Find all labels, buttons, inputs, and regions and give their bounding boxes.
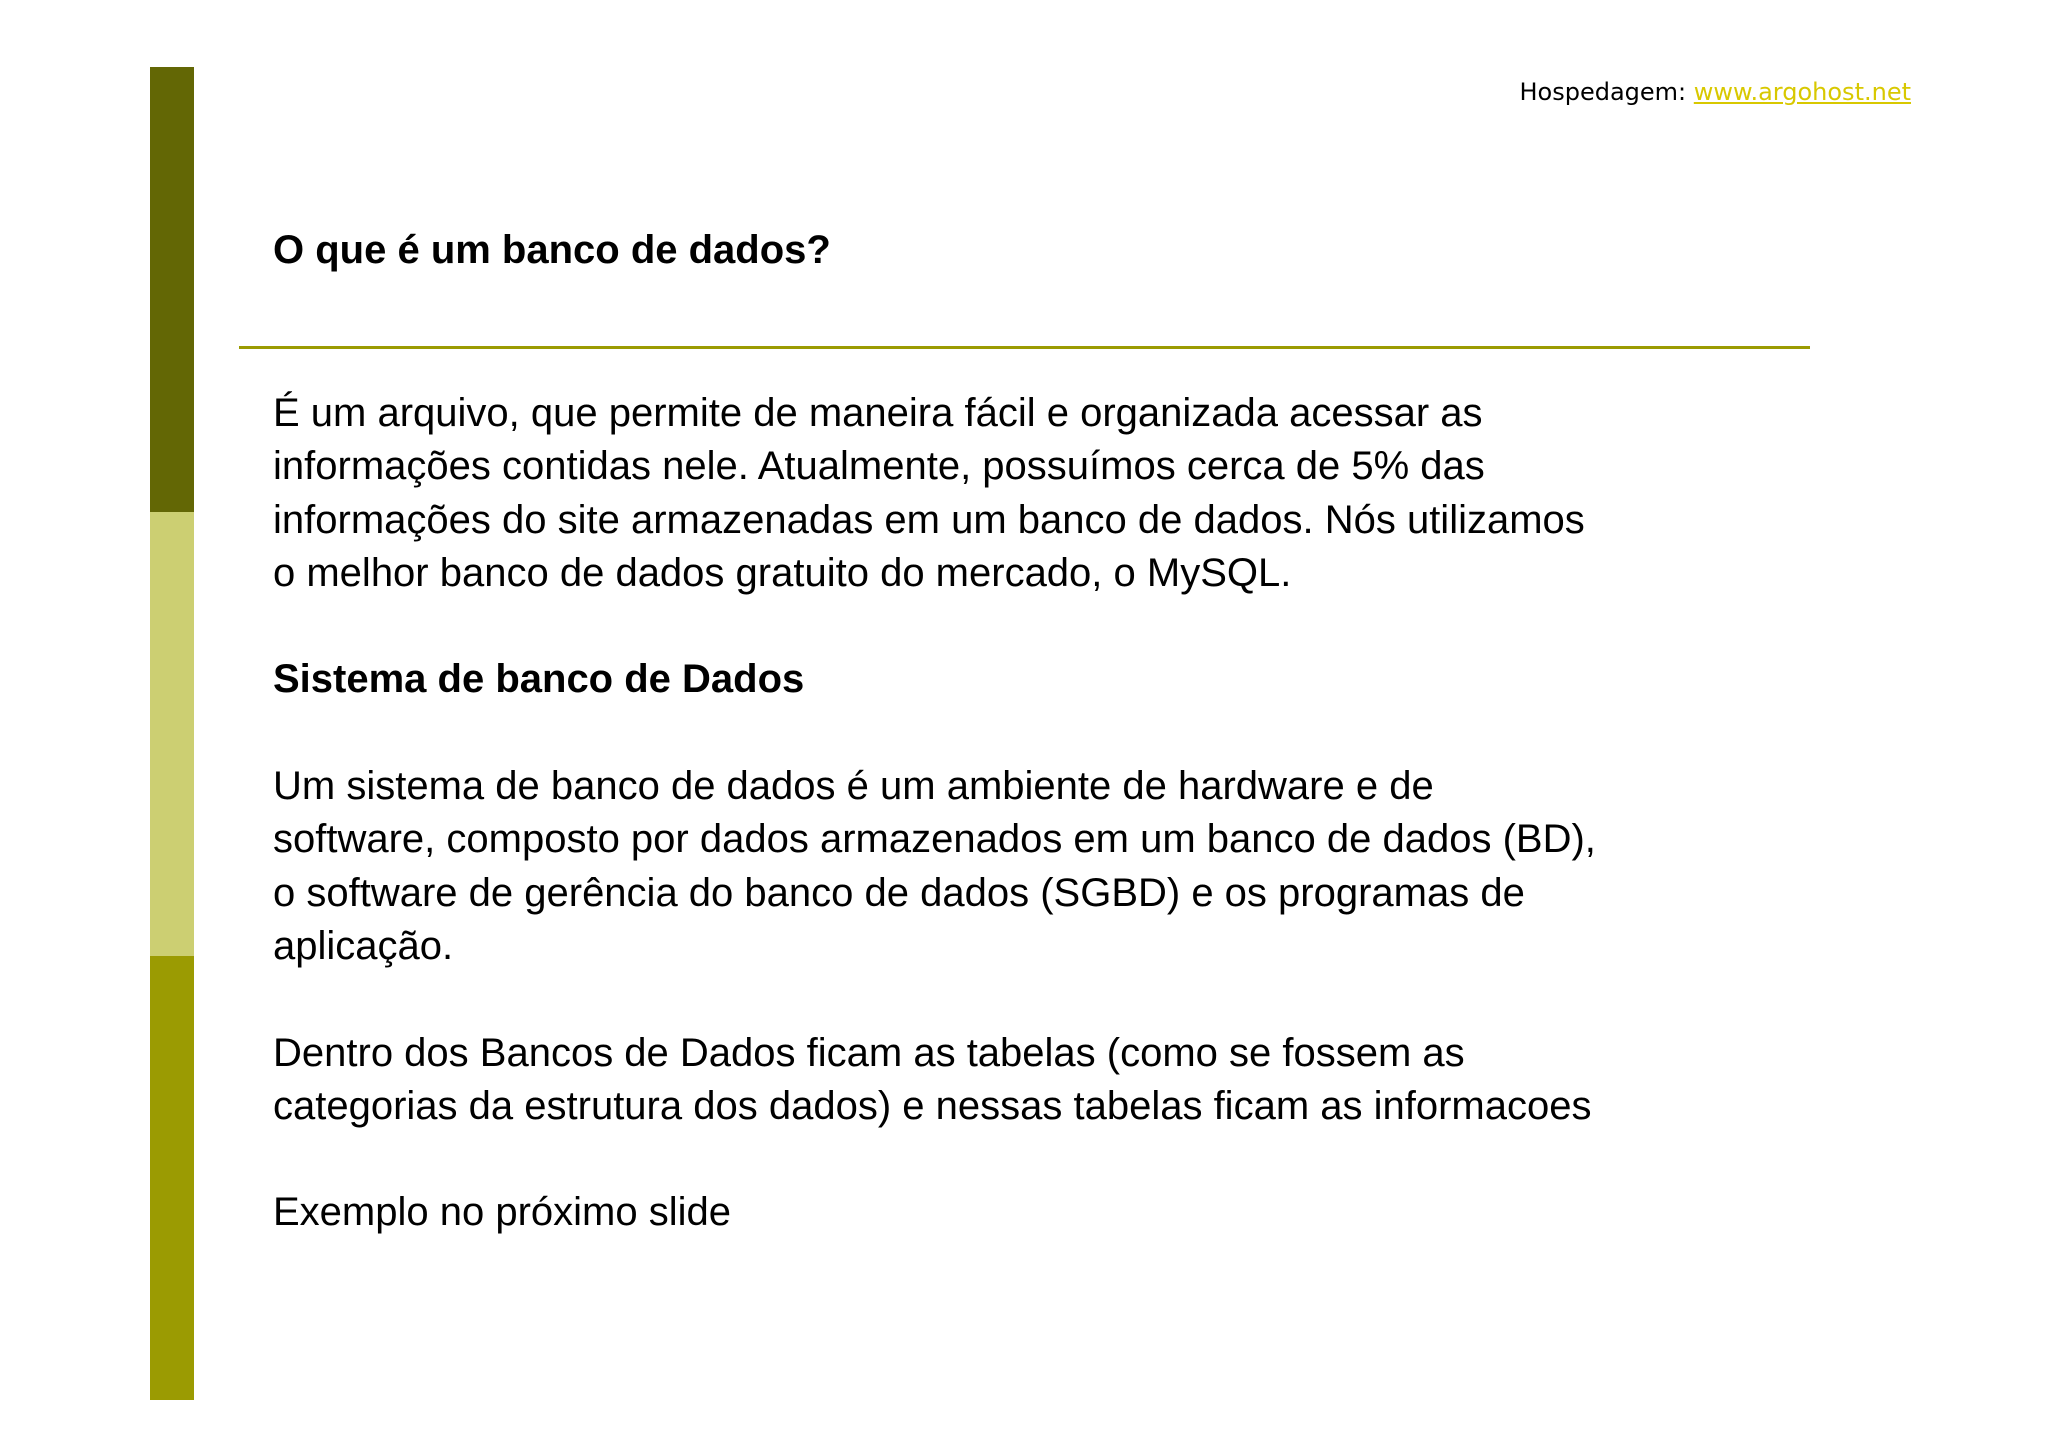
text-line: aplicação. <box>273 923 454 968</box>
slide-content <box>273 387 1773 1240</box>
text-line: informações do site armazenadas em um banco de dados. Nós utilizamos <box>273 497 1585 542</box>
paragraph-tables <box>273 1027 1773 1134</box>
side-bar-segment-olive <box>150 956 194 1400</box>
spacer <box>273 600 1773 653</box>
title-divider <box>239 346 1810 349</box>
hosting-link[interactable]: www.argohost.net <box>1693 78 1911 106</box>
text-line: Dentro dos Bancos de Dados ficam as tabelas (como se fossem as <box>273 1030 1465 1075</box>
text-line: software, composto por dados armazenados em um banco de dados (BD), <box>273 817 1596 862</box>
text-line: Um sistema de banco de dados é um ambiente de hardware e de <box>273 764 1434 809</box>
spacer <box>273 1133 1773 1186</box>
text-line: categorias da estrutura dos dados) e nessas tabelas ficam as informacoes <box>273 1083 1592 1128</box>
paragraph-intro <box>273 387 1773 600</box>
slide-title: O que é um banco de dados? <box>273 228 831 272</box>
text-line: o software de gerência do banco de dados (SGBD) e os programas de <box>273 870 1525 915</box>
spacer <box>273 707 1773 760</box>
side-decoration-bar <box>150 67 194 1400</box>
paragraph-next-slide: Exemplo no próximo slide <box>273 1190 731 1235</box>
paragraph-system <box>273 760 1773 973</box>
hosting-note <box>1520 76 1912 108</box>
text-line: informações contidas nele. Atualmente, possuímos cerca de 5% das <box>273 444 1485 489</box>
side-bar-segment-light <box>150 512 194 956</box>
section-subheading: Sistema de banco de Dados <box>273 657 805 702</box>
spacer <box>273 973 1773 1026</box>
text-line: É um arquivo, que permite de maneira fácil e organizada acessar as <box>273 391 1483 435</box>
text-line: o melhor banco de dados gratuito do mercado, o MySQL. <box>273 550 1292 595</box>
side-bar-segment-dark <box>150 67 194 512</box>
hosting-label: Hospedagem: <box>1519 78 1694 106</box>
